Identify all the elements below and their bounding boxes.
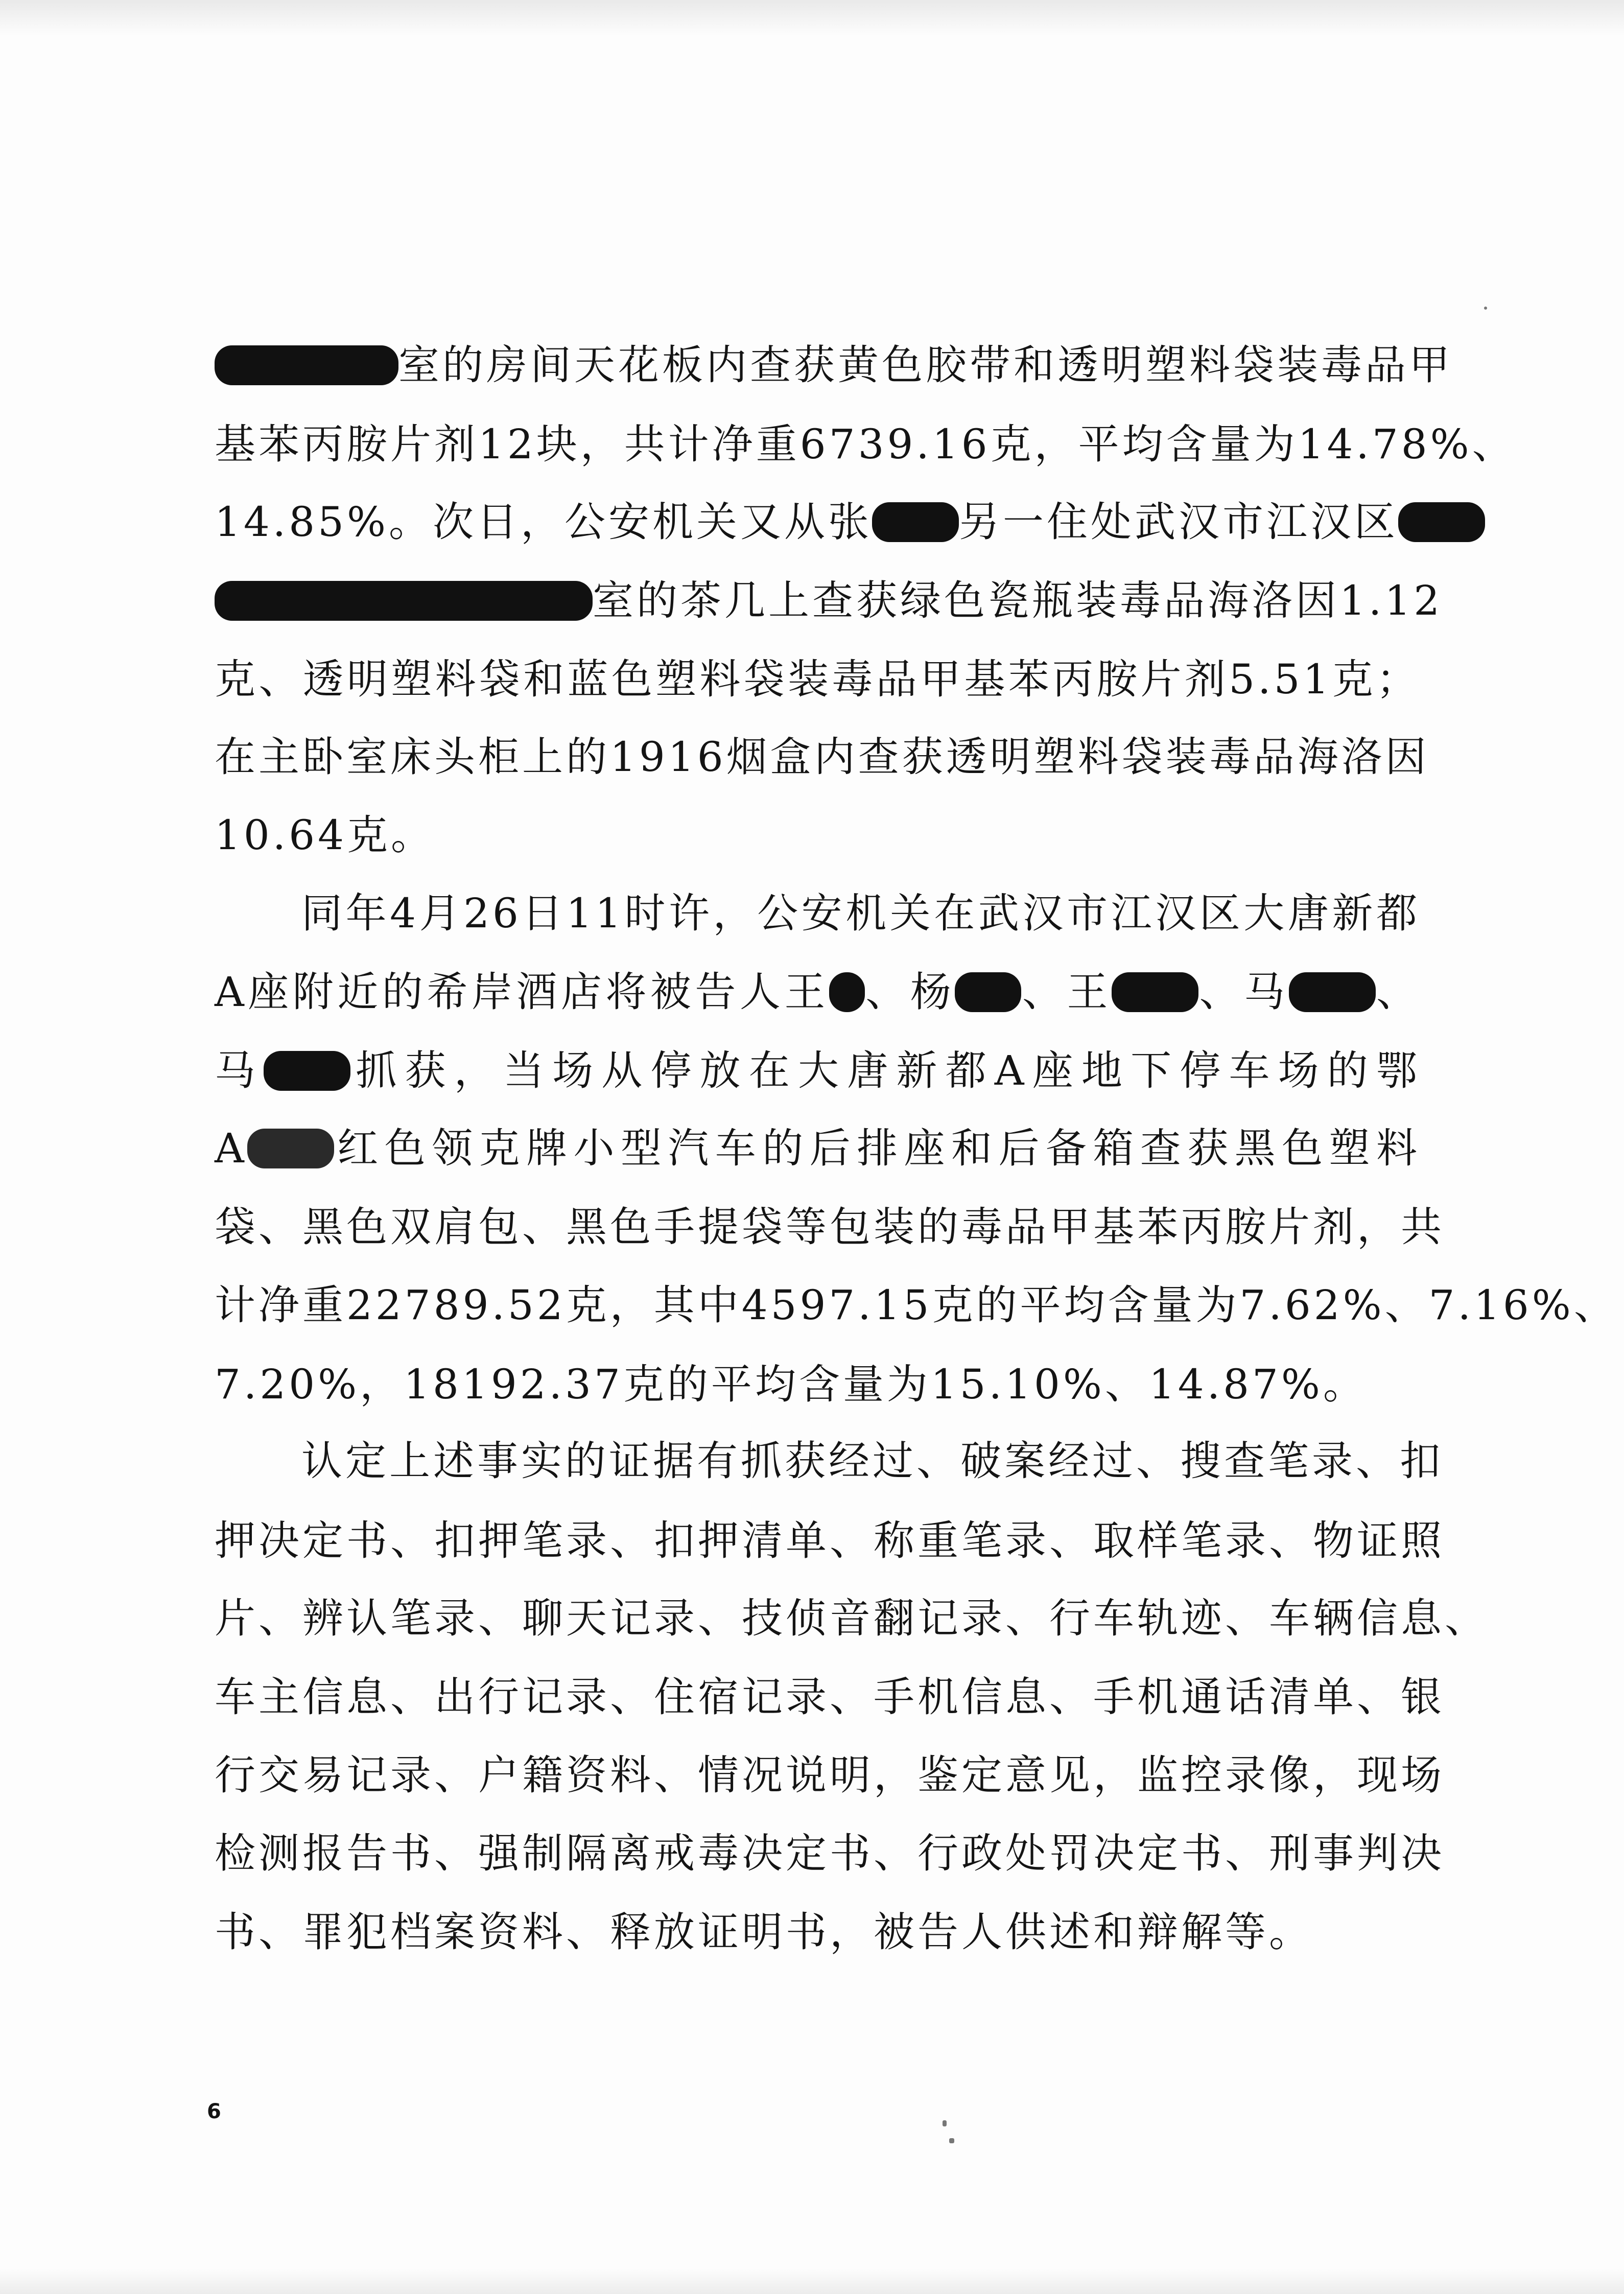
text-line: 克、透明塑料袋和蓝色塑料袋装毒品甲基苯丙胺片剂5.51克；	[215, 656, 1420, 703]
redaction-mark	[1289, 972, 1376, 1012]
redaction-mark	[1112, 972, 1198, 1012]
text-line: 押决定书、扣押笔录、扣押清单、称重笔录、取样笔录、物证照	[215, 1517, 1445, 1564]
text-line: A 红色领克牌小型汽车的后排座和后备箱查获黑色塑料	[215, 1125, 1420, 1172]
text-line: 书、罪犯档案资料、释放证明书，被告人供述和辩解等。	[215, 1908, 1313, 1956]
redaction-mark	[264, 1051, 350, 1091]
text-line: 室的房间天花板内查获黄色胶带和透明塑料袋装毒品甲	[215, 335, 1420, 396]
scan-speck	[1484, 307, 1487, 310]
redaction-mark	[955, 972, 1021, 1012]
text-line: A座附近的希岸酒店将被告人王 、杨 、王 、马 、	[215, 968, 1421, 1016]
text-line: 同年4月26日11时许，公安机关在武汉市江汉区大唐新都	[301, 889, 1420, 937]
text-line: 行交易记录、户籍资料、情况说明，鉴定意见，监控录像，现场	[215, 1751, 1445, 1799]
text-line: 车主信息、出行记录、住宿记录、手机信息、手机通话清单、银	[215, 1673, 1445, 1721]
text-line: 袋、黑色双肩包、黑色手提袋等包装的毒品甲基苯丙胺片剂，共	[215, 1203, 1445, 1251]
text-line: 在主卧室床头柜上的1916烟盒内查获透明塑料袋装毒品海洛因	[215, 733, 1429, 781]
text-line: 14.85%。次日，公安机关又从张 另一住处武汉市江汉区	[215, 491, 1420, 553]
redaction-mark	[215, 345, 398, 385]
redaction-mark	[247, 1129, 334, 1168]
scan-shadow-top	[0, 0, 1624, 36]
text-line: 7.20%，18192.37克的平均含量为15.10%、14.87%。	[215, 1361, 1367, 1408]
redaction-mark	[215, 581, 593, 621]
redaction-mark	[872, 502, 959, 542]
scan-speck	[943, 2120, 947, 2126]
redaction-mark	[829, 972, 865, 1012]
text-line: 计净重22789.52克，其中4597.15克的平均含量为7.62%、7.16%、	[215, 1281, 1618, 1329]
text-line: 认定上述事实的证据有抓获经过、破案经过、搜查笔录、扣	[301, 1437, 1444, 1485]
text-line: 基苯丙胺片剂12块，共计净重6739.16克，平均含量为14.78%、	[215, 420, 1516, 468]
text-line: 片、辨认笔录、聊天记录、技侦音翻记录、行车轨迹、车辆信息、	[215, 1595, 1489, 1642]
scan-speck	[949, 2138, 954, 2143]
redaction-mark	[1398, 502, 1485, 542]
text-line: 室的茶几上查获绿色瓷瓶装毒品海洛因1.12	[215, 570, 1420, 631]
page-number: 6	[207, 2100, 221, 2123]
text-line: 马 抓获，当场从停放在大唐新都A座地下停车场的鄂	[215, 1047, 1420, 1094]
text-line: 10.64克。	[215, 811, 435, 859]
text-line: 检测报告书、强制隔离戒毒决定书、行政处罚决定书、刑事判决	[215, 1830, 1445, 1877]
scan-shadow-bottom	[0, 2268, 1624, 2294]
